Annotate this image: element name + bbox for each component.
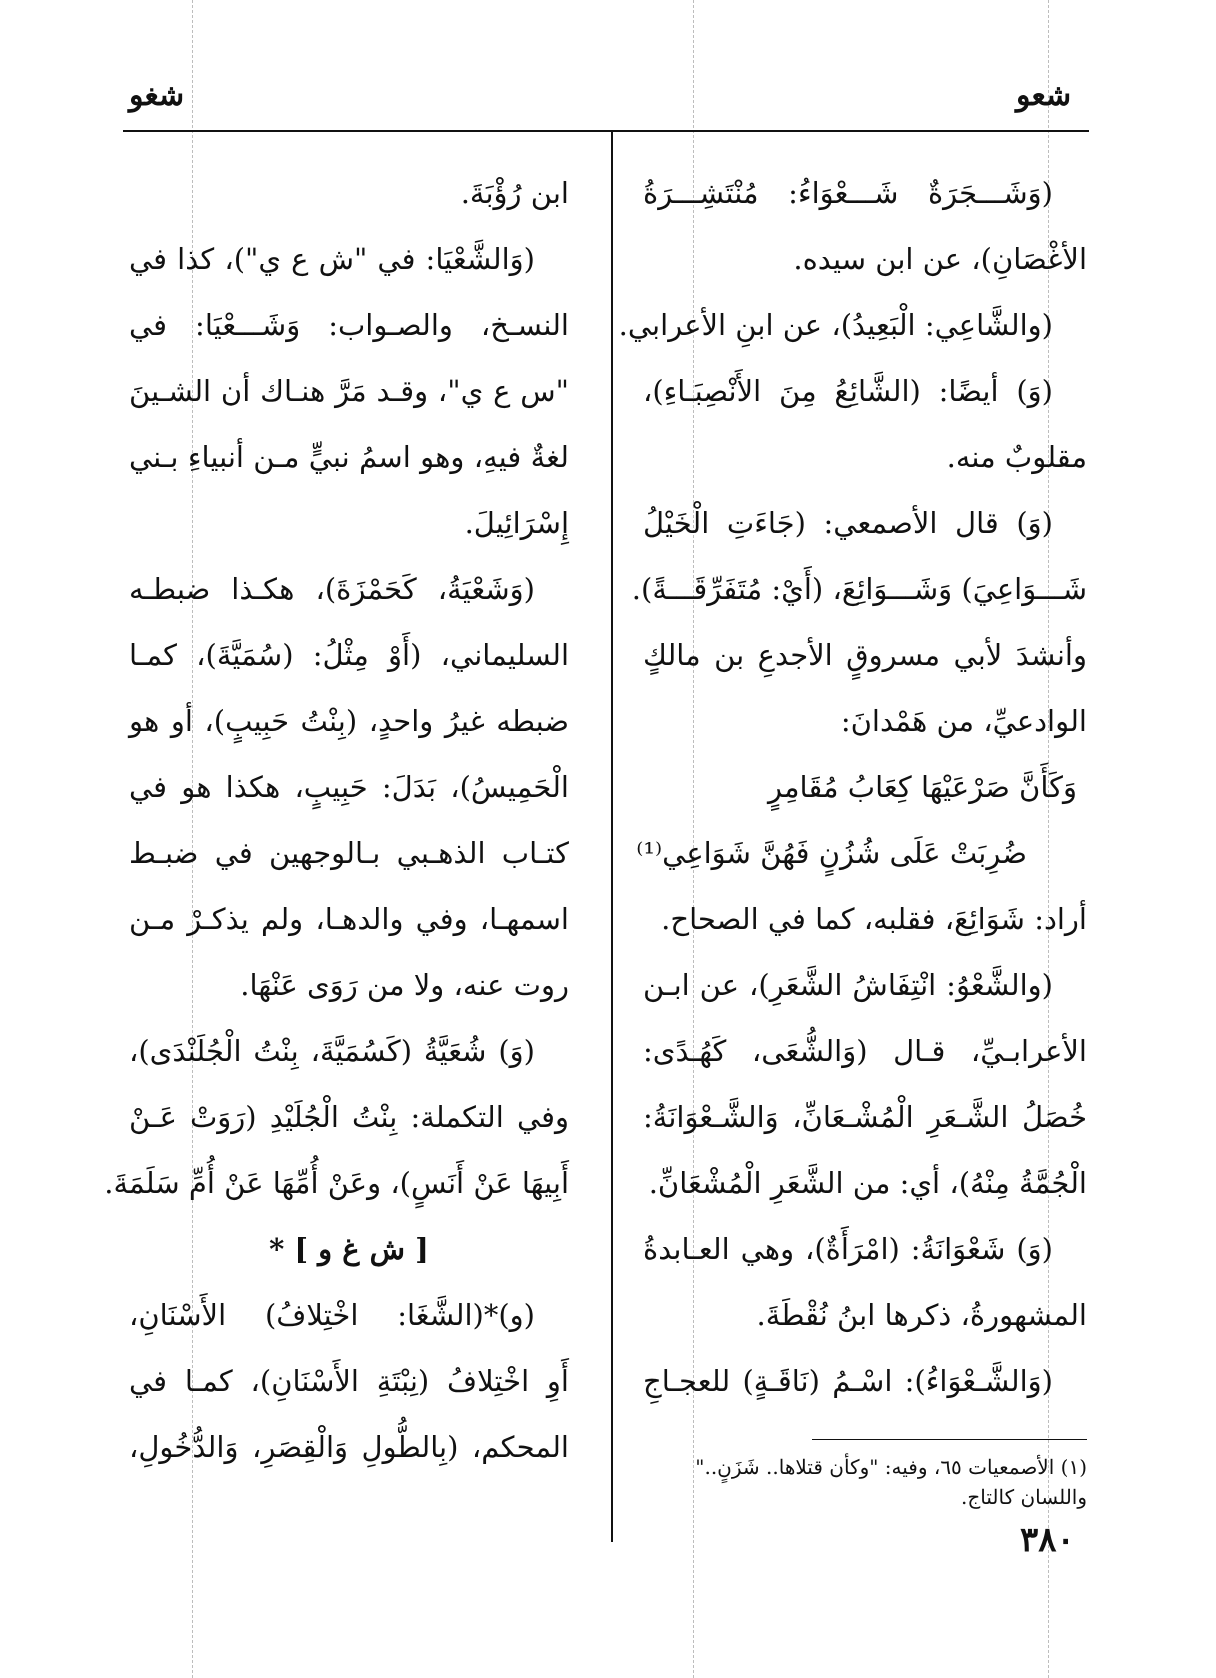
text-line: أراد: شَوَائِعَ، فقلبه، كما في الصحاح.	[661, 902, 1087, 936]
text-line: السليماني، (أَوْ مِثْلُ: (سُمَيَّةَ)، كمـا	[129, 638, 569, 672]
text-line: الْجُمَّةُ مِنْهُ)، أي: من الشَّعَرِ الْمُشْعَانِّ.	[648, 1166, 1087, 1200]
text-line: (والشَّاعِي: الْبَعِيدُ)، عن ابنِ الأعرابي.	[618, 308, 1053, 342]
text-line: المشهورةُ، ذكرها ابنُ نُقْطَةَ.	[756, 1298, 1087, 1332]
text-line: إِسْرَائِيلَ.	[464, 506, 569, 540]
text-line: روت عنه، ولا من رَوَى عَنْهَا.	[240, 968, 569, 1002]
header-right-word: شعو	[1016, 78, 1072, 113]
text-line: وفي التكملة: بِنْتُ الْجُلَيْدِ (رَوَتْ عَـنْ	[129, 1100, 569, 1134]
text-line: وَكَأَنَّ صَرْعَيْهَا كِعَابُ مُقَامِرٍ	[768, 770, 1077, 804]
text-line: (وَالشَّعْيَا: في "ش ع ي")، كذا في	[129, 242, 535, 276]
text-line: (وَ) شَعْوَانَةُ: (امْرَأَةٌ)، وهي العـابدةُ	[643, 1232, 1053, 1266]
text-line: الْحَمِيسُ)، بَدَلَ: حَبِيبٍ، هكذا هو في	[129, 770, 569, 804]
text-line: المحكم، (بِالطُّولِ وَالْقِصَرِ، وَالدُّخُولِ،	[129, 1430, 569, 1464]
footnote-line: (١) الأصمعيات ٦٥، وفيه: "وكأن قتلاها.. شَزَنٍ.."	[695, 1455, 1087, 1479]
text-line: الوادعيِّ، من هَمْدانَ:	[840, 704, 1087, 738]
text-line: ابن رُؤْبَةَ.	[460, 176, 569, 210]
text-line: [ ش غ و ] *	[269, 1232, 429, 1266]
right-column	[618, 160, 1087, 1414]
text-line: كتـاب الذهـبي بـالوجهين في ضبـط	[129, 836, 569, 870]
text-line: وأنشدَ لأبي مسروقٍ الأجدعِ بن مالكٍ	[643, 638, 1087, 672]
text-line: شَـــوَاعِيَ) وَشَـــوَائِعَ، (أَيْ: مُتَفَرِّقَـــةً).	[631, 572, 1087, 606]
footnote-line: واللسان كالتاج.	[960, 1485, 1087, 1509]
text-line: (وَالشَّـعْوَاءُ): اسْـمُ (نَاقَـةٍ) للعجـاجِ	[643, 1364, 1053, 1398]
text-line: النسـخ، والصـواب: وَشَـــعْيَا: في	[129, 308, 569, 342]
text-line: أَوِ اخْتِلافُ (نِبْتَةِ الأَسْنَانِ)، كمـا في	[129, 1364, 569, 1398]
text-line: خُصَلُ الشَّـعَرِ الْمُشْـعَانِّ، وَالشَّـعْوَانَةُ:	[643, 1100, 1087, 1134]
column-divider	[611, 132, 613, 1542]
text-line: (وَشَعْيَةُ، كَحَمْزَةَ)، هكـذا ضبطـه	[129, 572, 535, 606]
text-line: ضبطه غيرُ واحدٍ، (بِنْتُ حَبِيبٍ)، أو هو	[129, 704, 569, 738]
page-number: ٣٨٠	[1020, 1520, 1075, 1560]
header-left-word: شغو	[129, 78, 185, 113]
text-line: (وَ) أيضًا: (الشَّائِعُ مِنَ الأَنْصِبَـاءِ)،	[643, 374, 1053, 408]
footnote	[627, 1452, 1087, 1512]
text-line: (وَ) شُعَيَّةُ (كَسُمَيَّةَ، بِنْتُ الْجُلَنْدَى)،	[129, 1034, 535, 1068]
footnote-rule	[812, 1439, 1087, 1440]
text-line: الأغْصَانِ)، عن ابن سيده.	[793, 242, 1087, 276]
text-line: (وَشَـــجَرَةٌ شَـــعْوَاءُ: مُنْتَشِـــرَةُ	[643, 176, 1053, 210]
header-rule	[123, 130, 1089, 132]
text-line: (وَ) قال الأصمعي: (جَاءَتِ الْخَيْلُ	[643, 506, 1053, 540]
text-line: اسمهـا، وفي والدهـا، ولم يذكـرْ مـن	[129, 902, 569, 936]
text-line: لغةٌ فيهِ، وهو اسمُ نبيٍّ مـن أنبياءِ بـني	[129, 440, 569, 474]
text-line: مقلوبٌ منه.	[946, 440, 1087, 474]
text-line: الأعرابـيِّ، قـال (وَالشُّعَى، كَهُـدًى:	[643, 1034, 1087, 1068]
text-line: أَبِيهَا عَنْ أَنَسٍ)، وعَنْ أُمِّهَا عَنْ أُمِّ سَلَمَةَ.	[104, 1166, 569, 1200]
text-line: "س ع ي"، وقـد مَرَّ هنـاك أن الشـينَ	[129, 374, 569, 408]
left-column	[104, 160, 569, 1480]
text-line: (و)*(الشَّغَا: اخْتِلافُ) الأَسْنَانِ،	[129, 1298, 535, 1332]
text-line: (والشَّعْوُ: انْتِفَاشُ الشَّعَرِ)، عن ابـن	[643, 968, 1053, 1002]
text-line: ضُرِبَتْ عَلَى شُزُنٍ فَهُنَّ شَوَاعِي⁽¹⁾	[636, 836, 1027, 870]
